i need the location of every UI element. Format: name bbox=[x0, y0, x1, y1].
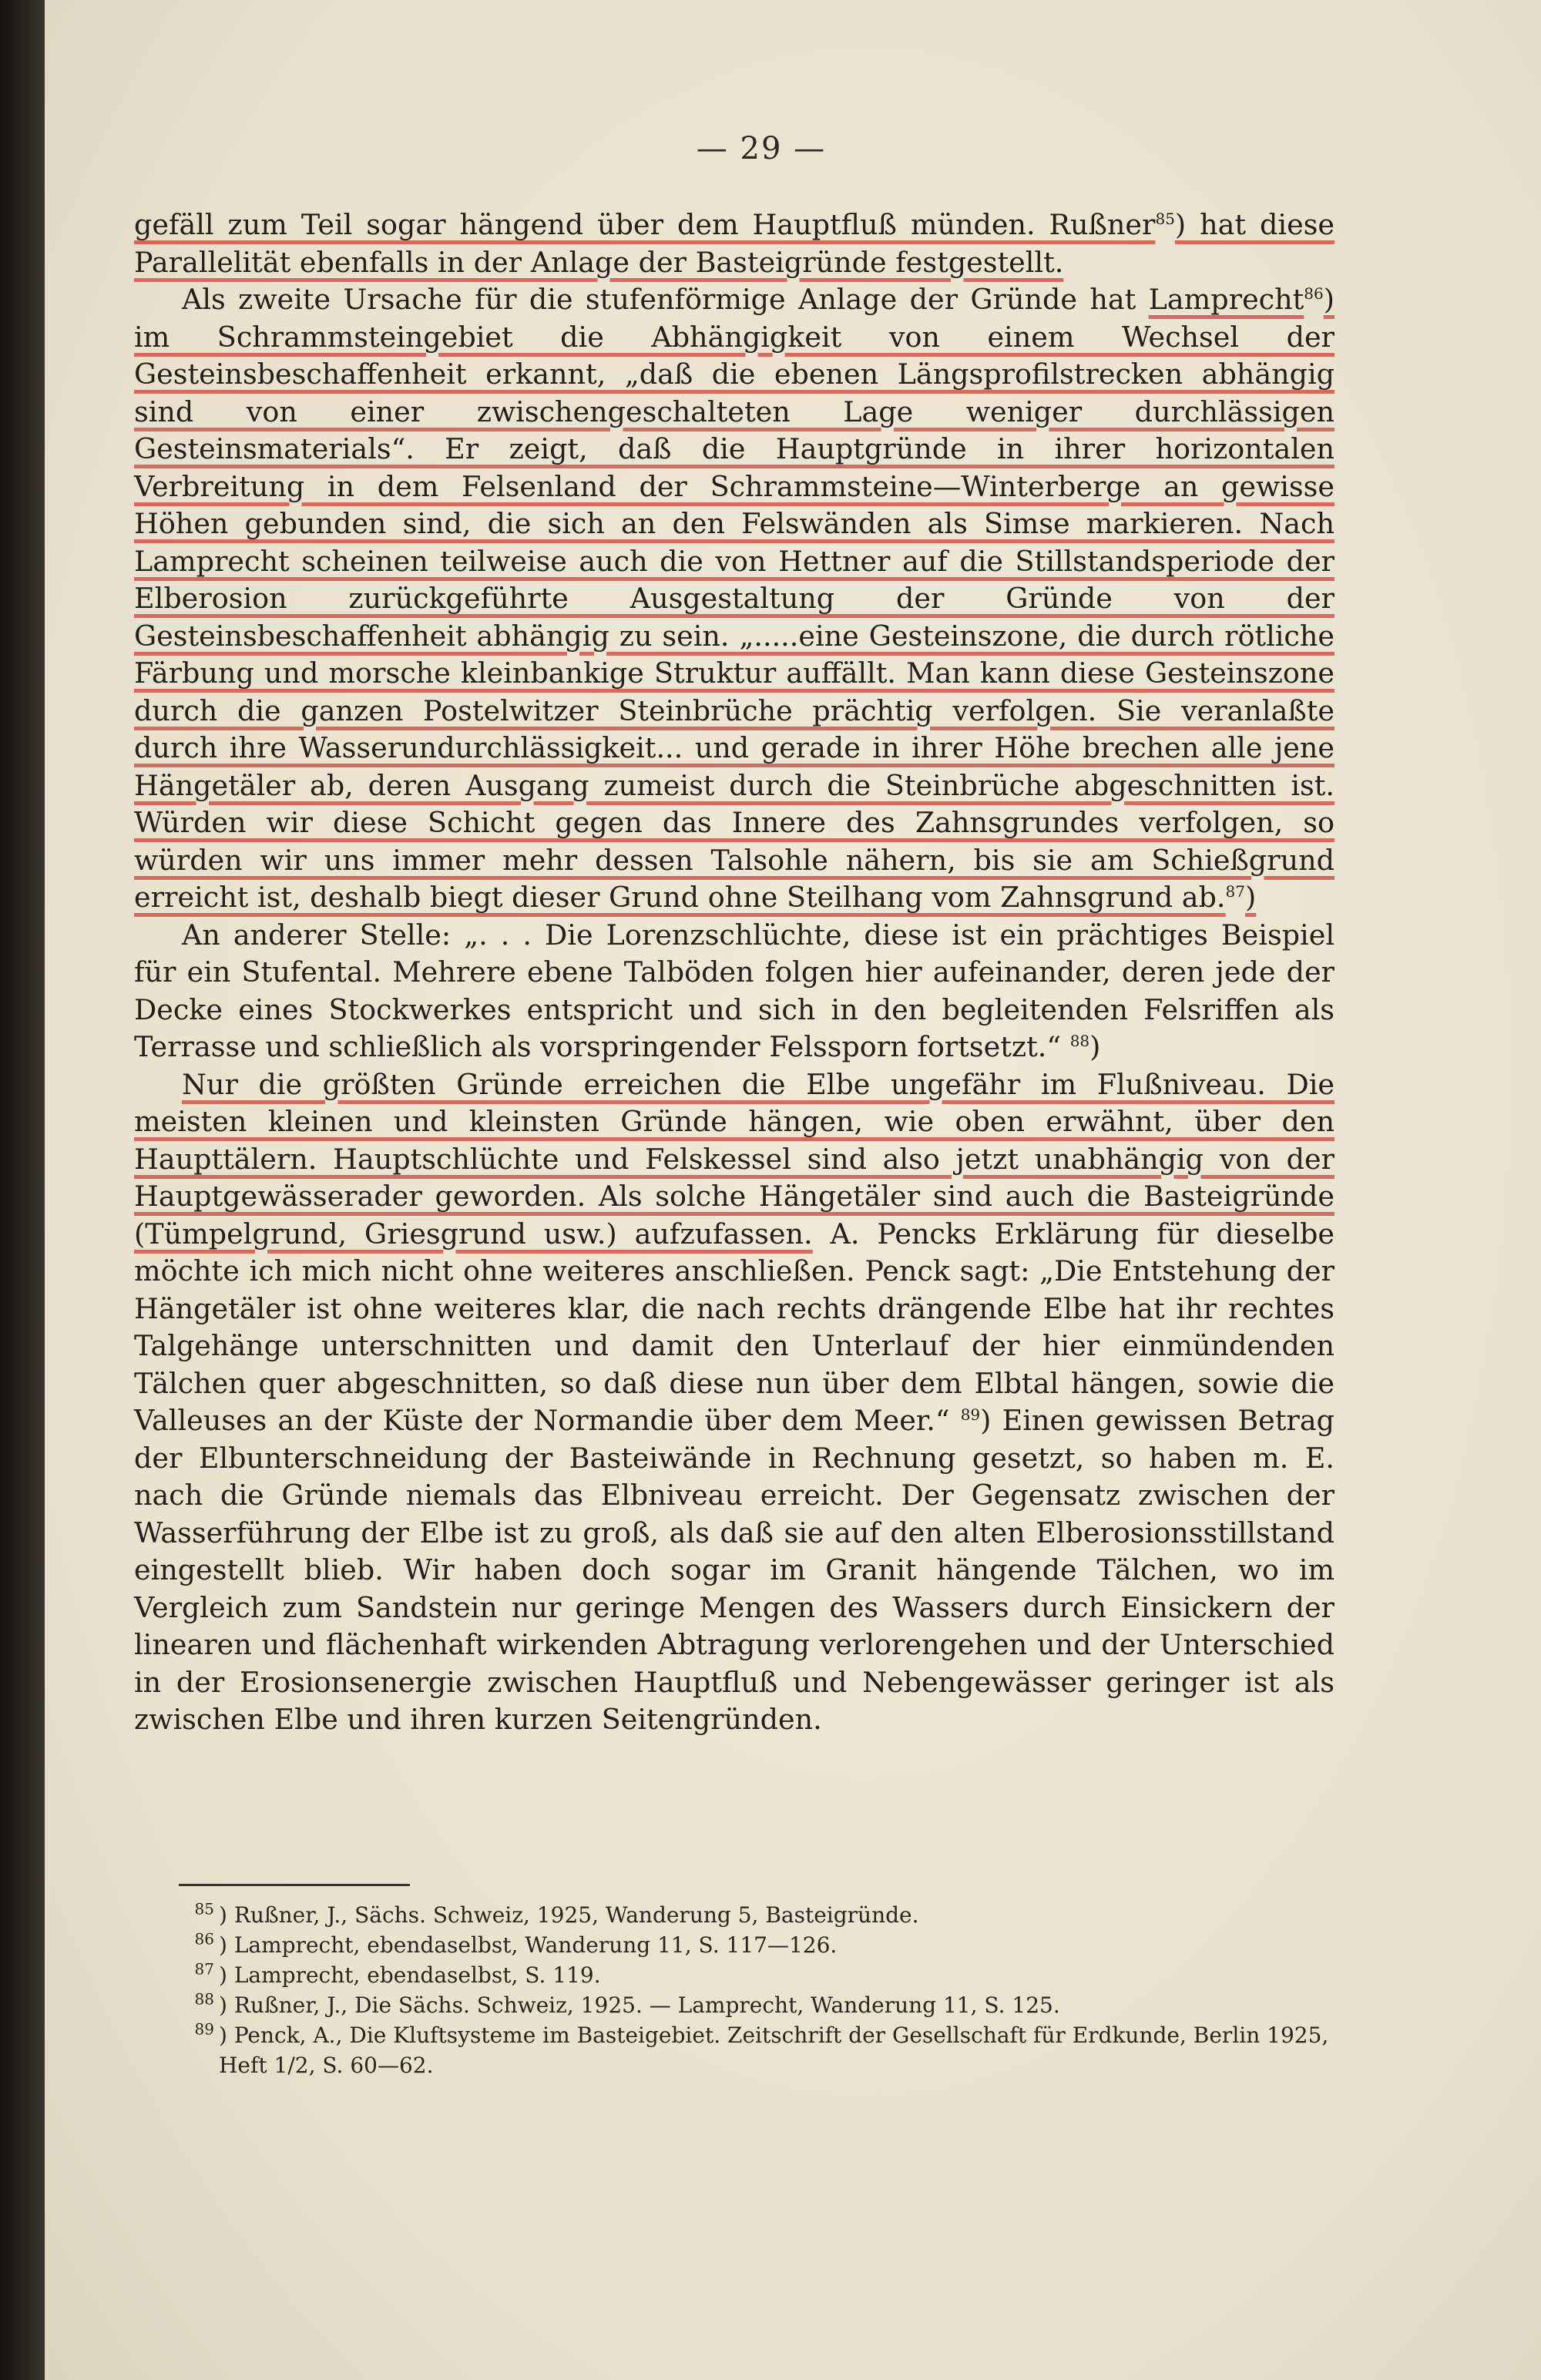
footnote-mark: 88 bbox=[194, 1989, 214, 2009]
footnote-mark: 85 bbox=[194, 1899, 214, 1918]
body-text bbox=[134, 206, 1335, 1739]
footnote bbox=[134, 1930, 1335, 1960]
footnote-text: ) Lamprecht, ebendaselbst, Wanderung 11, S. 117—126. bbox=[219, 1932, 838, 1958]
paragraph bbox=[134, 206, 1335, 281]
page-number: — 29 — bbox=[696, 131, 827, 166]
paragraph bbox=[134, 1066, 1335, 1739]
footnote-mark: 89 bbox=[194, 2019, 214, 2039]
footnote bbox=[134, 1900, 1335, 1930]
footnote-text: ) Penck, A., Die Kluftsysteme im Basteigebiet. Zeitschrift der Gesellschaft für Erdkunde, Berlin 1925, Heft 1/2, S. 60—62. bbox=[219, 2022, 1329, 2078]
text-run: ) bbox=[1089, 1030, 1101, 1063]
footnote-reference: 89 bbox=[960, 1405, 981, 1424]
book-spine bbox=[0, 0, 45, 2380]
footnote-mark: 87 bbox=[194, 1959, 214, 1979]
highlighted-text: ) im Schrammsteingebiet die Abhängigkeit von einem Wechsel der Gesteinsbeschaffenheit erkannt, „daß die ebenen Längsprofilstrecken abhängig sind von einer zwischengeschalteten Lage weniger durchlässigen Gesteinsmaterials“. Er zeigt, daß die Hauptgründe in ihrer horizontalen Verbreitung in dem Felsenland der Schrammsteine—Winterberge an gewisse Höhen gebunden sind, die sich an den Felswänden als Simse markieren. Nach Lamprecht scheinen teilweise auch die von Hettner auf die Stillstandsperiode der Elberosion zurückgeführte Ausgestaltung der Gründe von der Gesteinsbeschaffenheit abhängig zu sein. „.....eine Gesteinszone, die durch rötliche Färbung und morsche kleinbankige Struktur auffällt. Man kann diese Gesteinszone durch die ganzen Postelwitzer Steinbrüche prächtig verfolgen. Sie veranlaßte durch ihre Wasserundurchlässigkeit... und gerade in ihrer Höhe brechen alle jene Hängetäler ab, deren Ausgang zumeist durch die Steinbrüche abgeschnitten ist. Würden wir diese Schicht gegen das Innere des Zahnsgrundes verfolgen, so würden wir uns immer mehr dessen Talsohle nähern, bis sie am Schießgrund erreicht ist, deshalb biegt dieser Grund ohne Steilhang vom Zahnsgrund ab. bbox=[134, 283, 1335, 914]
footnote-reference: 86 bbox=[1304, 284, 1324, 303]
text-run: A. Pencks Erklärung für dieselbe möchte ich mich nicht ohne weiteres anschließen. Penck sagt: „Die Entstehung der Hängetäler ist ohne weiteres klar, die nach rechts drängende Elbe hat ihr rechtes Talgehänge unterschnitten und damit den Unterlauf der hier einmündenden Tälchen quer abgeschnitten, so daß diese nun über dem Elbtal hängen, sowie die Valleuses an der Küste der Normandie über dem Meer.“ bbox=[134, 1217, 1335, 1437]
footnote bbox=[134, 1960, 1335, 1990]
highlighted-text: ) bbox=[1244, 881, 1257, 914]
highlighted-text: ) hat diese Parallelität ebenfalls in der Anlage der Basteigründe festgestellt. bbox=[134, 208, 1335, 279]
footnote-text: ) Rußner, J., Sächs. Schweiz, 1925, Wanderung 5, Basteigründe. bbox=[219, 1902, 919, 1928]
highlighted-text: Nur die größten Gründe erreichen die Elbe ungefähr im Flußniveau. Die meisten kleinen und kleinsten Gründe hängen, wie oben erwähnt, über den Haupttälern. Hauptschlüchte und Felskessel sind also jetzt unabhängig von der Hauptgewässerader geworden. Als solche Hängetäler sind auch die Basteigründe (Tümpelgrund, Griesgrund usw.) aufzufassen. bbox=[134, 1067, 1335, 1250]
highlighted-text: Rußner bbox=[1049, 208, 1156, 241]
footnote-divider bbox=[179, 1884, 410, 1886]
footnote-reference: 85 bbox=[1155, 209, 1175, 228]
paragraph bbox=[134, 917, 1335, 1066]
highlighted-text: Lamprecht bbox=[1148, 283, 1304, 316]
footnote bbox=[134, 2020, 1335, 2080]
footnotes bbox=[134, 1900, 1335, 2080]
footnote-reference: 88 bbox=[1069, 1031, 1090, 1050]
paragraph bbox=[134, 281, 1335, 917]
book-page bbox=[45, 0, 1541, 2380]
highlighted-text: gefäll zum Teil sogar hängend über dem Hauptfluß münden. bbox=[134, 208, 1049, 241]
text-run: An anderer Stelle: „. . . Die Lorenzschlüchte, diese ist ein prächtiges Beispiel für ein Stufental. Mehrere ebene Talböden folgen hier aufeinander, deren jede der Decke eines Stockwerkes entspricht und sich in den begleitenden Felsriffen als Terrasse und schließlich als vorspringender Felssporn fortsetzt.“ bbox=[134, 918, 1335, 1063]
footnote-reference: 87 bbox=[1225, 881, 1245, 901]
footnote-mark: 86 bbox=[194, 1929, 214, 1949]
footnote-text: ) Lamprecht, ebendaselbst, S. 119. bbox=[219, 1962, 601, 1988]
footnote bbox=[134, 1990, 1335, 2020]
text-run: ) Einen gewissen Betrag der Elbunterschneidung der Basteiwände in Rechnung gesetzt, so haben m. E. nach die Gründe niemals das Elbniveau erreicht. Der Gegensatz zwischen der Wasserführung der Elbe ist zu groß, als daß sie auf den alten Elberosionsstillstand eingestellt blieb. Wir haben doch sogar im Granit hängende Tälchen, wo im Vergleich zum Sandstein nur geringe Mengen des Wassers durch Einsickern der linearen und flächenhaft wirkenden Abtragung verlorengehen und der Unterschied in der Erosionsenergie zwischen Hauptfluß und Nebengewässer geringer ist als zwischen Elbe und ihren kurzen Seitengründen. bbox=[134, 1404, 1335, 1736]
text-run: Als zweite Ursache für die stufenförmige Anlage der Gründe hat bbox=[182, 283, 1149, 316]
footnote-text: ) Rußner, J., Die Sächs. Schweiz, 1925. — Lamprecht, Wanderung 11, S. 125. bbox=[219, 1992, 1060, 2018]
